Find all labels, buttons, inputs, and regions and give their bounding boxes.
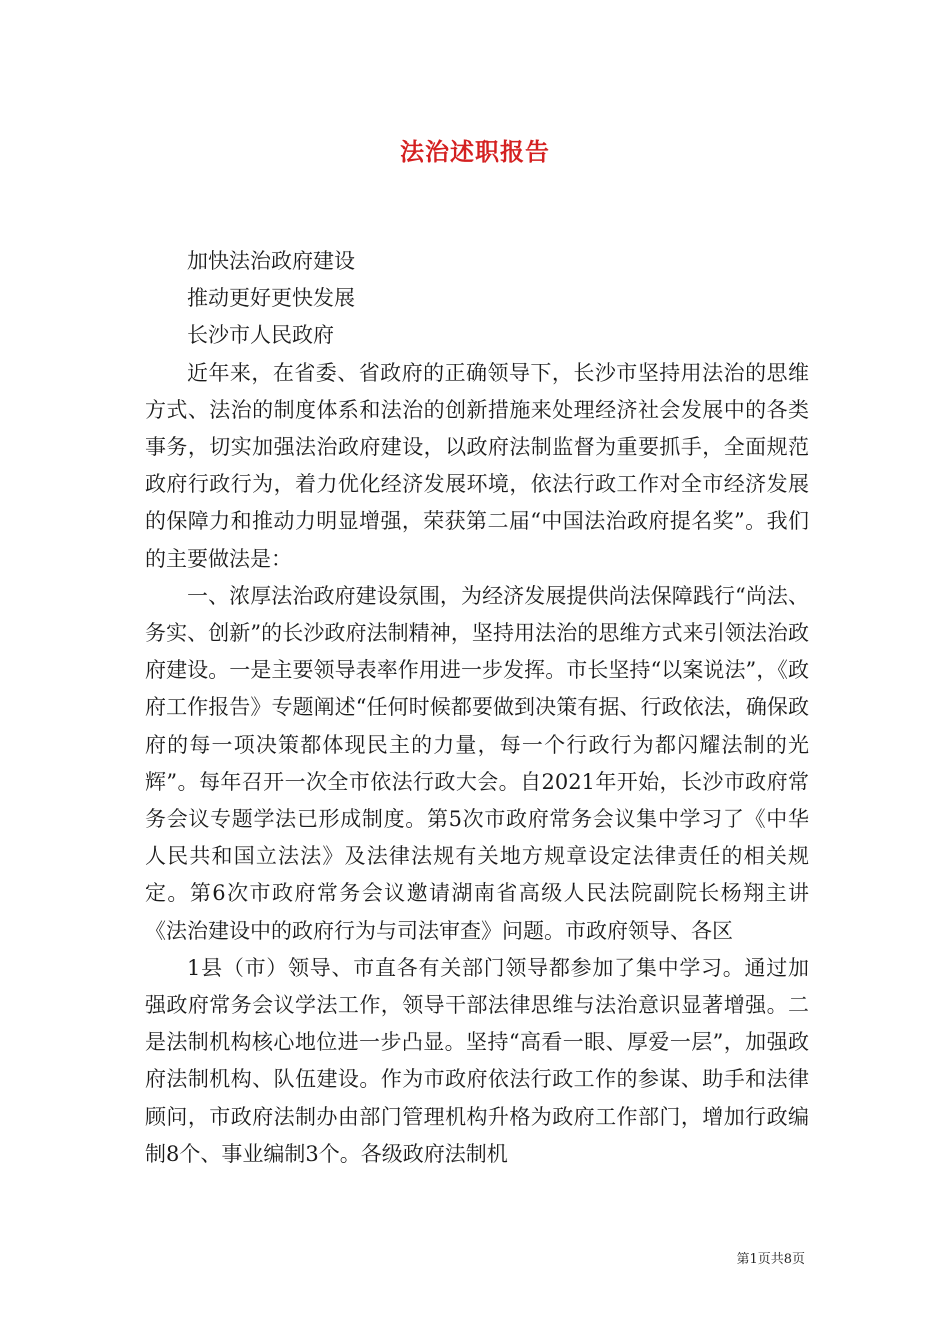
paragraph-subtitle-1: 加快法治政府建设 bbox=[187, 249, 355, 273]
paragraph-author: 长沙市人民政府 bbox=[187, 323, 334, 348]
paragraph-subtitle-2: 推动更好更快发展 bbox=[187, 286, 355, 311]
paragraph-intro: 近年来，在省委、省政府的正确领导下，长沙市坚持用法治的思维方式、法治的制度体系和法治的创新措施来处理经济社会发展中的各类事务，切实加强法治政府建设，以政府法制监督为重要抓手，全面规范政府行政行为，着力优化经济发展环境，依法行政工作对全市经济发展的保障力和推动力明显增强，荣获第二届“中国法治政府提名奖”。我们的主要做法是： bbox=[145, 360, 809, 571]
paragraph-section-1-cont: 1县（市）领导、市直各有关部门领导都参加了集中学习。通过加强政府常务会议学法工作，领导干部法律思维与法治意识显著增强。二是法制机构核心地位进一步凸显。坚持“高看一眼、厚爱一层”，加强政府法制机构、队伍建设。作为市政府依法行政工作的参谋、助手和法律顾问，市政府法制办由部门管理机构升格为政府工作部门，增加行政编制8个、事业编制3个。各级政府法制机 bbox=[145, 955, 809, 1166]
document-title: 法治述职报告 bbox=[400, 137, 550, 166]
page-number: 第1页共8页 bbox=[736, 1252, 805, 1267]
document-body bbox=[145, 243, 809, 1173]
paragraph-section-1: 一、浓厚法治政府建设氛围，为经济发展提供尚法保障践行“尚法、务实、创新”的长沙政府法制精神，坚持用法治的思维方式来引领法治政府建设。一是主要领导表率作用进一步发挥。市长坚持“以案说法”，《政府工作报告》专题阐述“任何时候都要做到决策有据、行政依法，确保政府的每一项决策都体现民主的力量，每一个行政行为都闪耀法制的光辉”。每年召开一次全市依法行政大会。自2021年开始，长沙市政府常务会议专题学法已形成制度。第5次市政府常务会议集中学习了《中华人民共和国立法法》及法律法规有关地方规章设定法律责任的相关规定。第6次市政府常务会议邀请湖南省高级人民法院副院长杨翔主讲《法治建设中的政府行为与司法审查》问题。市政府领导、各区 bbox=[145, 583, 809, 943]
